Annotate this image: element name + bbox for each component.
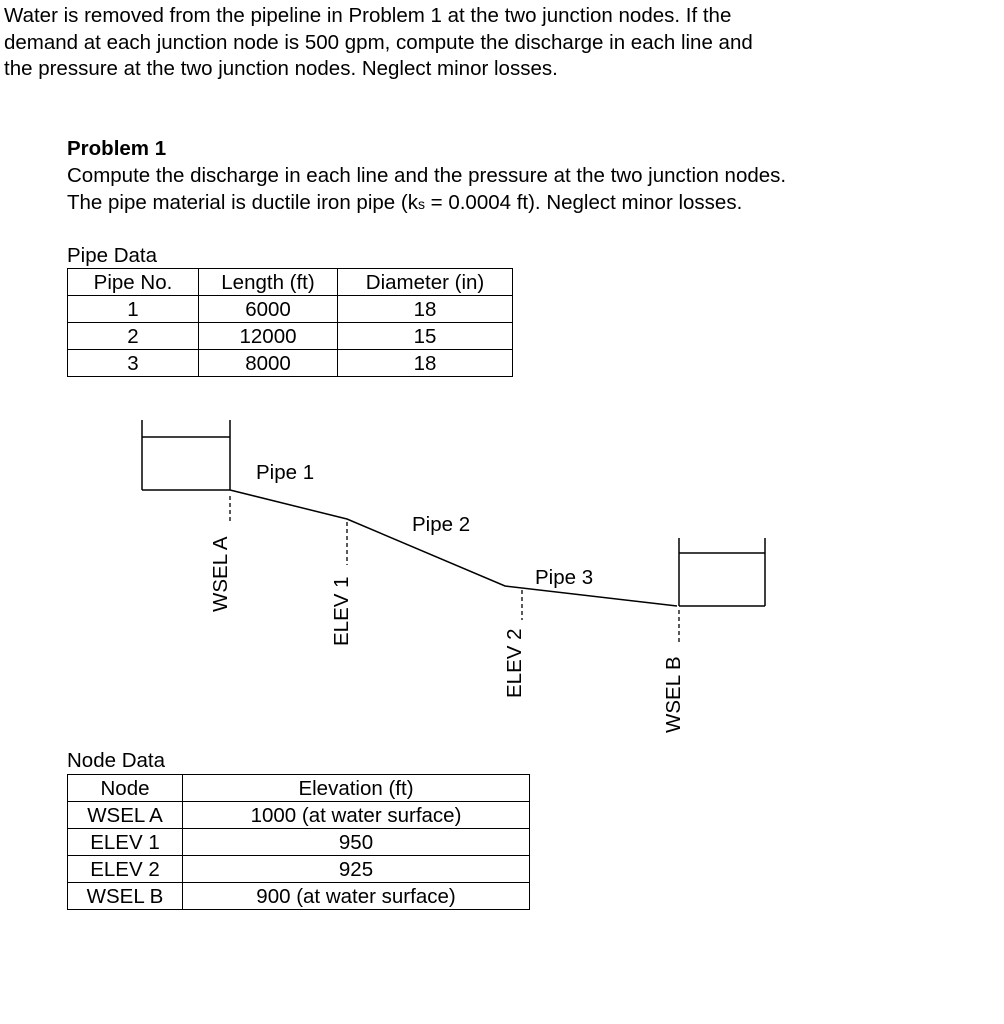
intro-line: the pressure at the two junction nodes. Neglect minor losses. bbox=[4, 57, 558, 80]
ks-subscript: s bbox=[417, 195, 425, 212]
table-cell: 950 bbox=[183, 829, 530, 856]
problem1-text: = 0.0004 ft). Neglect minor losses. bbox=[424, 190, 743, 214]
pipe-2-label: Pipe 2 bbox=[412, 513, 471, 536]
table-cell: 925 bbox=[183, 856, 530, 883]
table-cell: 3 bbox=[68, 350, 199, 377]
wsel-b-label: WSEL B bbox=[662, 656, 685, 733]
table-row bbox=[68, 802, 530, 829]
pipe-3-label: Pipe 3 bbox=[535, 566, 594, 589]
pipeline-line bbox=[230, 490, 677, 606]
table-cell: WSEL B bbox=[68, 883, 183, 910]
pipe-header: Length (ft) bbox=[199, 269, 338, 296]
node-header: Node bbox=[68, 775, 183, 802]
table-cell: 18 bbox=[338, 350, 513, 377]
problem1-line: Compute the discharge in each line and the pressure at the two junction nodes. bbox=[67, 164, 787, 187]
elev-2-label: ELEV 2 bbox=[503, 628, 526, 698]
elev-1-label: ELEV 1 bbox=[330, 576, 353, 646]
node-table-caption: Node Data bbox=[67, 749, 166, 772]
reservoir-a bbox=[142, 420, 230, 490]
table-cell: 8000 bbox=[199, 350, 338, 377]
intro-line: Water is removed from the pipeline in Problem 1 at the two junction nodes. If the bbox=[4, 4, 732, 27]
table-cell: 6000 bbox=[199, 296, 338, 323]
table-cell: 2 bbox=[68, 323, 199, 350]
table-cell: 1 bbox=[68, 296, 199, 323]
node-data-table bbox=[67, 774, 530, 910]
reservoir-b bbox=[679, 538, 765, 606]
wsel-a-label: WSEL A bbox=[209, 536, 232, 612]
table-cell: ELEV 1 bbox=[68, 829, 183, 856]
table-cell: 15 bbox=[338, 323, 513, 350]
table-cell: 12000 bbox=[199, 323, 338, 350]
table-row bbox=[68, 883, 530, 910]
table-cell: ELEV 2 bbox=[68, 856, 183, 883]
pipe-header: Diameter (in) bbox=[338, 269, 513, 296]
pipe-header: Pipe No. bbox=[68, 269, 199, 296]
table-cell: WSEL A bbox=[68, 802, 183, 829]
pipe-table-caption: Pipe Data bbox=[67, 244, 158, 267]
table-row bbox=[68, 829, 530, 856]
problem1-text: The pipe material is ductile iron pipe (k bbox=[67, 190, 418, 214]
intro-line: demand at each junction node is 500 gpm, compute the discharge in each line and bbox=[4, 30, 753, 54]
table-cell: 18 bbox=[338, 296, 513, 323]
table-row bbox=[68, 856, 530, 883]
problem1-title: Problem 1 bbox=[67, 137, 167, 160]
pipe-1-label: Pipe 1 bbox=[256, 461, 315, 484]
node-header: Elevation (ft) bbox=[183, 775, 530, 802]
table-cell: 900 (at water surface) bbox=[183, 883, 530, 910]
table-cell: 1000 (at water surface) bbox=[183, 802, 530, 829]
